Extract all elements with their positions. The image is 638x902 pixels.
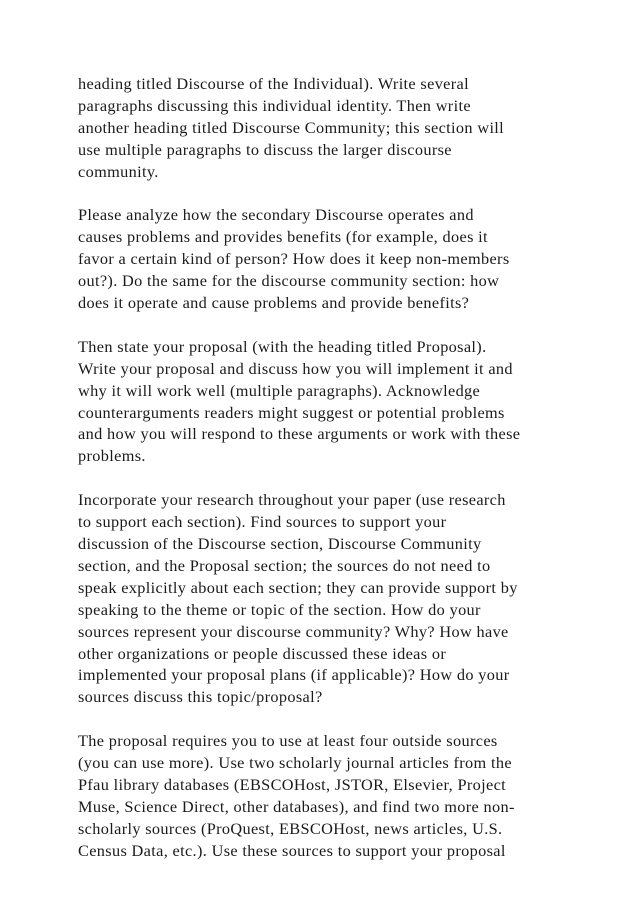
text-line: speak explicitly about each section; they can provide support by — [78, 577, 518, 597]
text-line: counterarguments readers might suggest or potential problems — [78, 402, 505, 422]
text-line: heading titled Discourse of the Individual). Write several — [78, 74, 469, 93]
text-line: problems. — [78, 446, 146, 466]
text-line: another heading titled Discourse Community; this section will — [78, 117, 505, 137]
text-line: sources represent your discourse community? Why? How have — [78, 621, 509, 641]
paragraph — [78, 73, 598, 183]
text-line: The proposal requires you to use at least four outside sources — [78, 731, 498, 751]
text-line: scholarly sources (ProQuest, EBSCOHost, news articles, U.S. — [78, 818, 503, 838]
text-line: Incorporate your research throughout your paper (use research — [78, 490, 506, 510]
text-line: Pfau library databases (EBSCOHost, JSTOR, Elsevier, Project — [78, 774, 507, 794]
text-line: to support each section). Find sources to support your — [78, 512, 447, 532]
text-line: speaking to the theme or topic of the section. How do your — [78, 599, 481, 619]
text-line: sources discuss this topic/proposal? — [78, 687, 323, 707]
text-line: implemented your proposal plans (if applicable)? How do your — [78, 665, 510, 685]
text-line: (you can use more). Use two scholarly journal articles from the — [78, 753, 512, 773]
paragraph — [78, 730, 598, 861]
text-line: Muse, Science Direct, other databases), and find two more non- — [78, 796, 515, 816]
paragraph — [78, 489, 598, 708]
document-body — [78, 73, 598, 883]
text-line: Write your proposal and discuss how you will implement it and — [78, 358, 513, 378]
text-line: does it operate and cause problems and provide benefits? — [78, 293, 470, 313]
text-line: why it will work well (multiple paragraphs). Acknowledge — [78, 380, 481, 400]
text-line: favor a certain kind of person? How does it keep non-members — [78, 249, 510, 269]
text-line: out?). Do the same for the discourse community section: how — [78, 271, 500, 291]
text-line: Then state your proposal (with the heading titled Proposal). — [78, 336, 487, 356]
text-line: community. — [78, 161, 159, 181]
text-line: causes problems and provides benefits (for example, does it — [78, 227, 488, 247]
text-line: use multiple paragraphs to discuss the larger discourse — [78, 139, 452, 159]
text-line: Please analyze how the secondary Discourse operates and — [78, 205, 474, 225]
text-line: paragraphs discussing this individual identity. Then write — [78, 95, 471, 115]
paragraph — [78, 204, 598, 314]
text-line: other organizations or people discussed these ideas or — [78, 643, 447, 663]
text-line: Census Data, etc.). Use these sources to support your proposal — [78, 840, 506, 860]
text-line: and how you will respond to these arguments or work with these — [78, 424, 521, 444]
text-line: discussion of the Discourse section, Discourse Community — [78, 533, 482, 553]
paragraph — [78, 336, 598, 467]
text-line: section, and the Proposal section; the sources do not need to — [78, 555, 491, 575]
